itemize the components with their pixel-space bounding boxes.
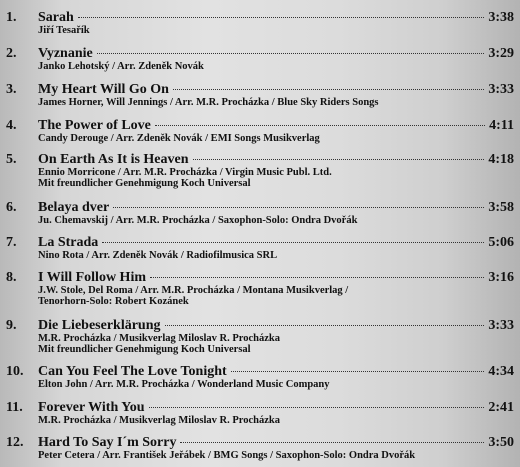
track-credits bbox=[38, 133, 508, 144]
track-duration: 3:38 bbox=[488, 10, 514, 25]
track-number: 9. bbox=[6, 318, 17, 333]
credit-line: Mit freundlicher Genehmigung Koch Universal bbox=[38, 344, 251, 355]
credit-line: Ennio Morricone / Arr. M.R. Procházka / Virgin Music Publ. Ltd. bbox=[38, 167, 332, 178]
track-duration: 3:29 bbox=[488, 46, 514, 61]
track-title: Sarah bbox=[38, 10, 74, 25]
track-number: 1. bbox=[6, 10, 17, 25]
credit-line: Janko Lehotský / Arr. Zdeněk Novák bbox=[38, 61, 204, 72]
track-credits bbox=[38, 25, 508, 36]
track-title: La Strada bbox=[38, 235, 99, 250]
credit-line: James Horner, Will Jennings / Arr. M.R. Procházka / Blue Sky Riders Songs bbox=[38, 97, 379, 108]
dot-leader bbox=[231, 371, 485, 372]
credit-line: Mit freundlicher Genehmigung Koch Universal bbox=[38, 178, 251, 189]
track-title: I Will Follow Him bbox=[38, 270, 146, 285]
credit-line: Candy Derouge / Arr. Zdeněk Novák / EMI Songs Musikverlag bbox=[38, 133, 320, 144]
credit-line: Tenorhorn-Solo: Robert Kozánek bbox=[38, 296, 189, 307]
track-title: Vyznanie bbox=[38, 46, 93, 61]
dot-leader bbox=[193, 159, 485, 160]
track-duration: 4:34 bbox=[488, 364, 514, 379]
track-credits bbox=[38, 450, 508, 461]
dot-leader bbox=[155, 125, 485, 126]
track-title-row bbox=[38, 364, 514, 380]
track-title-row bbox=[38, 82, 514, 98]
track-title-row bbox=[38, 435, 514, 451]
track-credits bbox=[38, 97, 508, 108]
track-credits bbox=[38, 379, 508, 390]
track-number: 10. bbox=[6, 364, 24, 379]
track-credits bbox=[38, 215, 508, 226]
track-credits bbox=[38, 167, 508, 189]
track-duration: 5:06 bbox=[488, 235, 514, 250]
track-duration: 3:33 bbox=[488, 82, 514, 97]
track-number: 7. bbox=[6, 235, 17, 250]
track-title-row bbox=[38, 235, 514, 251]
track-credits bbox=[38, 61, 508, 72]
track-duration: 3:58 bbox=[488, 200, 514, 215]
track-title-row bbox=[38, 270, 514, 286]
credit-line: M.R. Procházka / Musikverlag Miloslav R. Procházka bbox=[38, 333, 280, 344]
track-number: 12. bbox=[6, 435, 24, 450]
track-duration: 2:41 bbox=[488, 400, 514, 415]
credit-line: Peter Cetera / Arr. František Jeřábek / BMG Songs / Saxophon-Solo: Ondra Dvořák bbox=[38, 450, 416, 461]
track-credits bbox=[38, 415, 508, 426]
track-duration: 4:18 bbox=[488, 152, 514, 167]
track-title-row bbox=[38, 10, 514, 26]
dot-leader bbox=[180, 442, 484, 443]
dot-leader bbox=[78, 17, 485, 18]
track-number: 11. bbox=[6, 400, 23, 415]
track-duration: 3:50 bbox=[488, 435, 514, 450]
track-credits bbox=[38, 333, 508, 355]
dot-leader bbox=[165, 325, 485, 326]
track-number: 6. bbox=[6, 200, 17, 215]
track-duration: 4:11 bbox=[489, 118, 514, 133]
track-credits bbox=[38, 285, 508, 307]
track-number: 3. bbox=[6, 82, 17, 97]
track-duration: 3:33 bbox=[488, 318, 514, 333]
track-title: The Power of Love bbox=[38, 118, 151, 133]
track-title: Die Liebeserklärung bbox=[38, 318, 161, 333]
dot-leader bbox=[149, 407, 485, 408]
credit-line: Elton John / Arr. M.R. Procházka / Wonderland Music Company bbox=[38, 379, 330, 390]
track-title-row bbox=[38, 200, 514, 216]
track-title: Forever With You bbox=[38, 400, 145, 415]
track-title-row bbox=[38, 46, 514, 62]
track-title-row bbox=[38, 118, 514, 134]
dot-leader bbox=[97, 53, 485, 54]
track-title: On Earth As It is Heaven bbox=[38, 152, 189, 167]
track-number: 4. bbox=[6, 118, 17, 133]
track-number: 2. bbox=[6, 46, 17, 61]
dot-leader bbox=[150, 277, 484, 278]
track-title: My Heart Will Go On bbox=[38, 82, 169, 97]
track-title-row bbox=[38, 318, 514, 334]
track-duration: 3:16 bbox=[488, 270, 514, 285]
credit-line: M.R. Procházka / Musikverlag Miloslav R. Procházka bbox=[38, 415, 280, 426]
track-credits bbox=[38, 250, 508, 261]
track-title-row bbox=[38, 400, 514, 416]
credit-line: Jiří Tesařík bbox=[38, 25, 90, 36]
track-number: 8. bbox=[6, 270, 17, 285]
track-title-row bbox=[38, 152, 514, 168]
credit-line: J.W. Stole, Del Roma / Arr. M.R. Procházka / Montana Musikverlag / bbox=[38, 285, 349, 296]
credit-line: Nino Rota / Arr. Zdeněk Novák / Radiofilmusica SRL bbox=[38, 250, 278, 261]
dot-leader bbox=[102, 242, 484, 243]
track-title: Can You Feel The Love Tonight bbox=[38, 364, 227, 379]
dot-leader bbox=[173, 89, 484, 90]
track-title: Hard To Say I´m Sorry bbox=[38, 435, 177, 450]
track-title: Belaya dver bbox=[38, 200, 110, 215]
credit-line: Ju. Chemavskij / Arr. M.R. Procházka / Saxophon-Solo: Ondra Dvořák bbox=[38, 215, 358, 226]
dot-leader bbox=[113, 207, 484, 208]
track-number: 5. bbox=[6, 152, 17, 167]
